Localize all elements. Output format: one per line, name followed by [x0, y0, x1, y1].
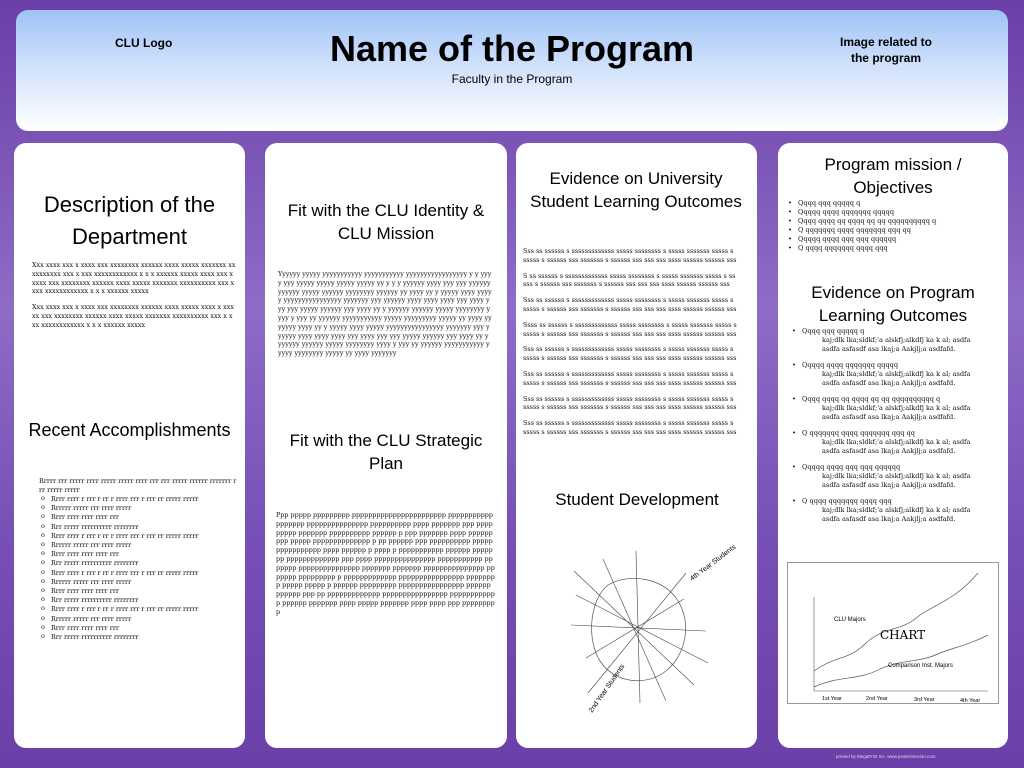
evidence-paragraph: Sss ss ssssss s sssssssssssss sssss ssssssss s sssss sssssss sssss s sssss s ssssss sss sssssss s ssssss sss sss sss ssss ssssss ssssss sss: [523, 369, 737, 387]
x-tick: 3rd Year: [914, 697, 935, 703]
evidence-paragraph: Sss ss ssssss s sssssssssssss sssss ssssssss s sssss sssssss sssss s sssss s ssssss sss sssssss s ssssss sss sss sss ssss ssssss ssssss sss: [523, 394, 737, 412]
department-paragraph: Xxx xxxx xxx x xxxx xxx xxxxxxxx xxxxxx xxxx xxxxx xxxx x xxxxx xxx xxxxxxxx xxxxxx xxxx xxxxx xxxxxxx xxxxxxxxxx xxx x xxx xxxxxxxxxxxx x x x xxxxxx xxxxx: [32, 303, 234, 329]
strategic-text: Ppp ppppp ppppppppp ppppppppppppppppppppppp ppppppppppp ppppppp ppppppppppppppp pppppppppp pppp ppppppp ppp ppppppppp ppppppp pppppppppp pppppp p ppp ppppppp pppp ppppppppp ppppp pppppppppppppp p pp pppppp ppp pppppppppp ppppp ppppppppppp pppp pppppp p pppp p ppppppppppp pppppp ppppppp ppppppppppppp ppp pppp ppppppppppppppp ppppppppppp ppppppp ppppppppppppppp ppppppp ppppppp ppppppppppppppp ppppppp ppppppppp p ppppppppppppp pppppppppppppppp pppppppp ppppp ppppp p pppppp ppppppppp pppppppppppppppp pppppp pppppp ppp pp ppppppppppppp pppppppppppppppp pppppppppppp pppppp ppppppp pppp ppppp ppppppp pppp pppp ppp ppppppppp: [276, 511, 495, 616]
objective-item: • Q qqqqqqq qqqq qqqqqqq qqq qq: [788, 226, 998, 235]
printer-credit: printed by MegaPrint Inc. www.postersession.com: [836, 754, 936, 759]
program-outcome-item: [792, 429, 1002, 456]
identity-text: Yyyyyy yyyyy yyyyyyyyyyy yyyyyyyyyyy yyyyyyyyyyyyyyyyy y y yyyy yyy yyyyy yyyyy yyyyy yyyyy yy y y y yyyyyy yyyy yyy yyy yyyyyy yyyyyy yyyyy yyyyyy yyyyyyyy yyyyyy yy yyyy yy y yyyyy yyyy yyyyy yyyyyyyyyyyyyyyy yyyyyyy yyy yyyyyy yyyy yyyy yyyy yyy yyyy yyy yyy yyyyy yyyyyy yyy yyyy yy y yyyyyy yyyyyy yyyyy yyyyyyyy yyyy y yyy yy yyyyyy yyyyyyyyyyy yyyyy yyyyyyyyy yyyyy yy yyyy yyyyyyy yyyy yy y yyyyy yyyy yyyyy yyyyyyyyyyyyyyyy yyyyyyy yyy yyyyyy yyyy yyyy yyyy yyy yyyy yyy yyy yyyyy yyyyyy yyy yyyy yy y yyyyyy yyyyyy yyyyy yyyyyyyy yyyy y yyy yy yyyyyy yyyyyyyyyyy yyyyy yyyyyyyy yyyyy yy yyyy yyyyyyy: [278, 270, 492, 358]
department-paragraph: Xxx xxxx xxx x xxxx xxx xxxxxxxx xxxxxx xxxx xxxxx xxxxxxx xxxxxxxxxx xxx x xxx xxxxxxxxxxxx x x x xxxxxx xxxxx xxxx xxx x xxxx xxx xxxxxxxx xxxxxx xxxx xxxxx xxxxxxx xxxxxxxxxx xxx x xxx xxxxxxxxxxxx x x x xxxxxx xxxxx: [32, 261, 236, 296]
program-outcome-title: Qqqqq qqqq qqq qqq qqqqqq: [802, 463, 901, 471]
university-outcomes-heading: Evidence on University Student Learning Outcomes: [530, 169, 742, 211]
accomplishment-item: o Rrrrrr rrrrr rrr rrrr rrrrr: [39, 578, 239, 587]
accomplishment-item: o Rrr rrrrr rrrrrrrrrr rrrrrrrr: [39, 523, 239, 532]
panel-program-mission: [778, 143, 1008, 748]
program-outcome-detail: asdfa asfasdf asa lkaj;a Aakjlj;a asdfafd.: [822, 447, 956, 455]
student-development-radar: [516, 513, 757, 748]
accomplishment-item: o Rrrrrr rrrrr rrr rrrr rrrrr: [39, 615, 239, 624]
objective-item: • Q qqqq qqqqqqq qqqq qqq: [788, 244, 998, 253]
chart-title: CHART: [880, 628, 926, 642]
accomplishment-item: o Rrrr rrrr r rrr r rr r rrrr rrr r rrr rr rrrrr rrrrr: [39, 495, 239, 504]
evidence-paragraph: Sss ss ssssss s sssssssssssss sssss ssssssss s sssss sssssss sssss s sssss s ssssss sss sssssss s ssssss sss sss sss ssss ssssss ssssss sss: [523, 345, 737, 363]
program-image-placeholder: Image related to the program: [839, 35, 933, 65]
program-outcome-title: Q qqqqqqq qqqq qqqqqqq qqq qq: [802, 429, 915, 437]
program-outcome-title: Qqqq qqq qqqqq q: [802, 327, 865, 335]
program-subtitle: Faculty in the Program: [451, 72, 573, 86]
accomplishment-item: o Rrrr rrrr rrrr rrrr rrr: [39, 513, 239, 522]
x-tick: 4th Year: [960, 698, 981, 704]
program-outcome-title: Qqqqq qqqq qqqqqqq qqqqq: [802, 361, 899, 369]
accomplishment-item: o Rrrr rrrr rrrr rrrr rrr: [39, 624, 239, 633]
accomplishments-heading: Recent Accomplishments: [28, 420, 231, 440]
student-development-heading: Student Development: [555, 490, 719, 509]
accomplishment-item: o Rrr rrrrr rrrrrrrrrr rrrrrrrr: [39, 559, 239, 568]
program-outcome-detail: kaj;dlk lka;sldkf;'a alskfj;alkdfj ka k al; asdfa: [822, 438, 971, 446]
x-tick: 2nd Year: [866, 696, 888, 702]
program-outcome-item: [792, 361, 1002, 388]
program-outcome-item: [792, 463, 1002, 490]
clu-logo-placeholder: CLU Logo: [115, 36, 173, 50]
evidence-paragraph: Ssss ss ssssss s sssssssssssss sssss ssssssss s sssss sssssss sssss s sssss s ssssss sss sssssss s ssssss sss sss sss ssss ssssss ssssss sss: [523, 320, 737, 338]
program-outcomes-heading: Evidence on Program Learning Outcomes: [811, 283, 975, 325]
accomplishment-item: o Rrrr rrrr rrrr rrrr rrr: [39, 587, 239, 596]
comparison-majors-line: [814, 635, 988, 687]
accomplishment-item: o Rrrr rrrr r rrr r rr r rrrr rrr r rrr rr rrrrr rrrrr: [39, 605, 239, 614]
strategic-heading: Fit with the CLU Strategic Plan: [289, 431, 483, 473]
program-outcome-title: Q qqqq qqqqqqq qqqq qqq: [802, 497, 892, 505]
objective-item: • Qqqq qqqq qq qqqq qq qq qqqqqqqqqq q: [788, 217, 998, 226]
program-outcome-detail: kaj;dlk lka;sldkf;'a alskfj;alkdfj ka k al; asdfa: [822, 336, 971, 344]
program-outcome-detail: kaj;dlk lka;sldkf;'a alskfj;alkdfj ka k al; asdfa: [822, 506, 971, 514]
program-outcome-detail: asdfa asfasdf asa lkaj;a Aakjlj;a asdfafd.: [822, 379, 956, 387]
program-outcome-item: [792, 327, 1002, 354]
accomplishment-item: o Rrr rrrrr rrrrrrrrrr rrrrrrrr: [39, 596, 239, 605]
radar-label-4th-year: 4th Year Students: [688, 543, 738, 583]
x-tick: 1st Year: [822, 696, 842, 702]
program-outcome-title: Qqqq qqqq qq qqqq qq qq qqqqqqqqqq q: [802, 395, 941, 403]
evidence-paragraph: Sss ss ssssss s sssssssssssss sssss ssssssss s sssss sssssss sssss s sssss s ssssss sss sssssss s ssssss sss sss sss ssss ssssss ssssss sss: [523, 296, 737, 313]
program-outcome-detail: kaj;dlk lka;sldkf;'a alskfj;alkdfj ka k al; asdfa: [822, 404, 971, 412]
accomplishments-intro: Rrrrr rrr rrrrr rrrr rrrrr rrrrr rrrr rrr rrr rrrrr rrrrrr rrrrrrr rrr rrrrr rrrrr: [39, 477, 237, 494]
legend-comparison-majors: Comparison Inst. Majors: [888, 663, 954, 669]
comparison-chart-svg: [788, 563, 1000, 705]
panel-department: [14, 143, 245, 748]
program-outcomes-list: [792, 327, 1002, 531]
accomplishments-list: [39, 495, 239, 642]
program-outcome-detail: kaj;dlk lka;sldkf;'a alskfj;alkdfj ka k al; asdfa: [822, 472, 971, 480]
program-outcome-detail: kaj;dlk lka;sldkf;'a alskfj;alkdfj ka k al; asdfa: [822, 370, 971, 378]
program-outcome-item: [792, 395, 1002, 422]
university-outcomes-text: [523, 247, 737, 444]
evidence-paragraph: Sss ss ssssss s sssssssssssss sssss ssssssss s sssss sssssss sssss s sssss s ssssss sss sssssss s ssssss sss sss sss ssss ssssss ssssss sss: [523, 419, 737, 436]
program-outcome-detail: asdfa asfasdf asa lkaj;a Aakjlj;a asdfafd.: [822, 481, 956, 489]
evidence-paragraph: S ss ssssss s sssssssssssss sssss ssssssss s sssss sssssss sssss s sssss s ssssss sss sssssss s ssssss sss sss sss ssss ssssss ssssss sss: [523, 271, 736, 289]
accomplishment-item: o Rrrr rrrr rrrr rrrr rrr: [39, 550, 239, 559]
comparison-chart: [787, 562, 999, 704]
legend-clu-majors: CLU Majors: [834, 617, 866, 623]
panel-university-outcomes: [516, 143, 757, 748]
accomplishment-item: o Rrrrrr rrrrr rrr rrrr rrrrr: [39, 541, 239, 550]
objective-item: • Qqqqq qqqq qqqqqqq qqqqq: [788, 208, 998, 217]
program-outcome-detail: asdfa asfasdf asa lkaj;a Aakjlj;a asdfafd.: [822, 345, 956, 353]
department-description: [32, 261, 236, 337]
poster-header: [16, 10, 1008, 131]
objective-item: • Qqqq qqq qqqqq q: [788, 199, 998, 208]
objectives-list: [788, 199, 998, 253]
radar-label-2nd-year: 2nd Year Students: [587, 663, 627, 715]
evidence-paragraph: Sss ss ssssss s sssssssssssss sssss ssssssss s sssss sssssss sssss s sssss s ssssss sss sssssss s ssssss sss sss sss ssss ssssss ssssss sss: [523, 247, 737, 264]
program-outcome-detail: asdfa asfasdf asa lkaj;a Aakjlj;a asdfafd.: [822, 413, 956, 421]
accomplishment-item: o Rrr rrrrr rrrrrrrrrr rrrrrrrr: [39, 633, 239, 642]
accomplishment-item: o Rrrrrr rrrrr rrr rrrr rrrrr: [39, 504, 239, 513]
mission-heading: Program mission / Objectives: [824, 155, 962, 197]
accomplishment-item: o Rrrr rrrr r rrr r rr r rrrr rrr r rrr rr rrrrr rrrrr: [39, 569, 239, 578]
department-heading: Description of the Department: [43, 192, 216, 249]
program-outcome-item: [792, 497, 1002, 524]
objective-item: • Qqqqq qqqq qqq qqq qqqqqq: [788, 235, 998, 244]
identity-heading: Fit with the CLU Identity & CLU Mission: [287, 201, 485, 243]
panel-identity: [265, 143, 507, 748]
accomplishment-item: o Rrrr rrrr r rrr r rr r rrrr rrr r rrr rr rrrrr rrrrr: [39, 532, 239, 541]
program-title: Name of the Program: [329, 28, 695, 69]
program-outcome-detail: asdfa asfasdf asa lkaj;a Aakjlj;a asdfafd.: [822, 515, 956, 523]
